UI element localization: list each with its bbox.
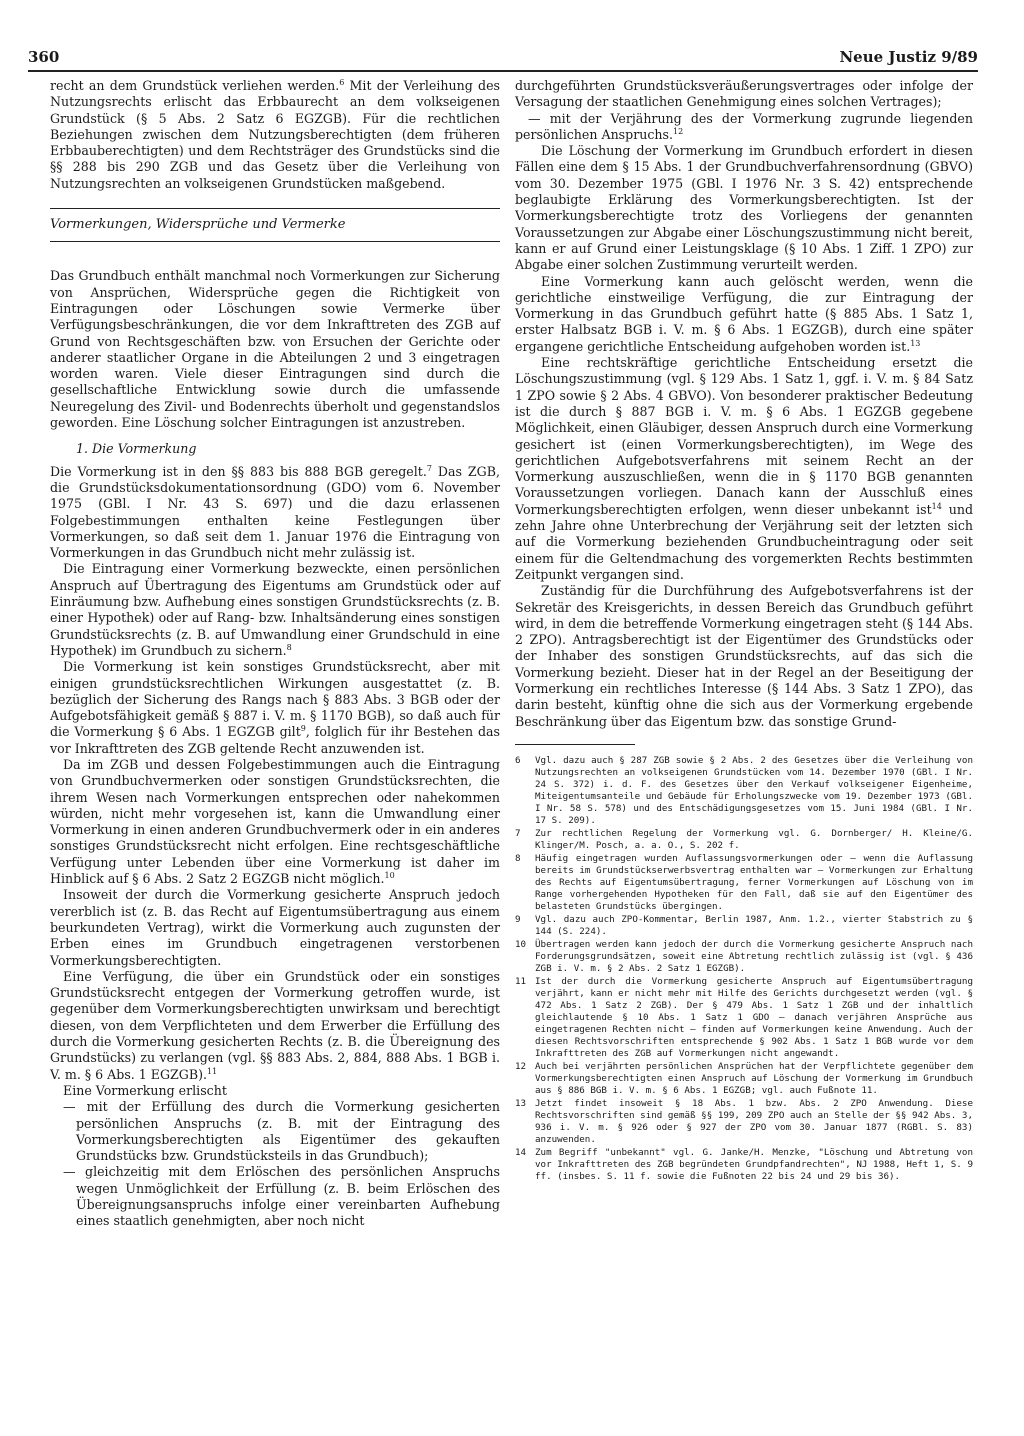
page-number: 360 [28, 48, 60, 66]
dash-item: — mit der Erfüllung des durch die Vormerkung gesicherten persönlichen Anspruchs (z. B. mit der Eintragung des Vormerkungsberechtigten als Eigentümer des gekauften Grundstücks bzw. Grundstücksteils in das Grundbuch); [63, 1099, 500, 1164]
footnote: 12 Auch bei verjährten persönlichen Ansprüchen hat der Verpflichtete gegenüber dem Vormerkungsberechtigten einen Anspruch auf Löschung der Vormerkung im Grundbuch aus § 886 BGB i. V. m. § 6 Abs. 1 EGZGB; vgl. auch Fußnote 11. [515, 1060, 973, 1096]
paragraph: Die Vormerkung ist kein sonstiges Grundstücksrecht, aber mit einigen grundstücksrechtlichen Wirkungen ausgestattet (z. B. bezüglich der Sicherung des Rangs nach § 883 Abs. 3 BGB oder der Aufgebotsfähigkeit gemäß § 887 i. V. m. § 1170 BGB), so daß auch für die Vormerkung § 6 Abs. 1 EGZGB gilt$^9$, folglich für ihr Bestehen das vor Inkrafttreten des ZGB geltende Recht anzuwenden ist. [50, 659, 500, 756]
footnote-ref[interactable]: 8 [286, 642, 292, 652]
footnote-ref[interactable]: 6 [339, 77, 345, 87]
paragraph: Insoweit der durch die Vormerkung gesicherte Anspruch jedoch vererblich ist (z. B. das Recht auf Eigentumsübertragung aus einem beurkundeten Vertrag), wirkt die Vormerkung auch zugunsten der Erben eines im Grundbuch eingetragenen verstorbenen Vormerkungsberechtigten. [50, 887, 500, 968]
paragraph: Eine Vormerkung kann auch gelöscht werden, wenn die gerichtliche einstweilige Verfügung, die zur Eintragung der Vormerkung in das Grundbuch geführt hatte (§ 885 Abs. 1 Satz 1, erster Halbsatz BGB i. V. m. § 6 Abs. 1 EGZGB), durch eine später ergangene gerichtliche Entscheidung aufgehoben worden ist.$^{13}$ [515, 273, 973, 354]
footnote-ref[interactable]: 13 [910, 338, 921, 348]
paragraph: Zuständig für die Durchführung des Aufgebotsverfahrens ist der Sekretär des Kreisgerichts, in dessen Bereich das Grundbuch geführt wird, in dem die betreffende Vormerkung eingetragen steht (§ 144 Abs. 2 ZPO). Antragsberechtigt ist der Eigentümer des Grundstücks oder der Inhaber des sonstigen Grundstücksrechts, auf das sich die Vormerkung bezieht. Dieser hat in der Regel an der Beseitigung der Vormerkung ein rechtliches Interesse (§ 144 Abs. 3 Satz 1 ZPO), das darin besteht, künftig ohne die sich aus der Vormerkung ergebende Beschränkung über das Eigentum bzw. das sonstige Grund- [515, 583, 973, 729]
paragraph: Die Eintragung einer Vormerkung bezweckte, einen persönlichen Anspruch auf Übertragung des Eigentums am Grundstück oder auf Einräumung bzw. Aufhebung eines sonstigen Grundstücksrechts (z. B. einer Hypothek) oder auf Rang- bzw. Inhaltsänderung eines sonstigen Grundstücksrechts (z. B. auf Umwandlung einer Grundschuld in eine Hypothek) im Grundbuch zu sichern.$^8$ [50, 561, 500, 658]
footnotes [515, 755, 973, 1183]
paragraph: Die Löschung der Vormerkung im Grundbuch erfordert in diesen Fällen eine dem § 15 Abs. 1 der Grundbuchverfahrensordnung (GBVO) vom 30. Dezember 1975 (GBl. I 1976 Nr. 3 S. 42) entsprechende beglaubigte Erklärung des Vormerkungsberechtigten. Ist der Vormerkungsberechtigte trotz des Vorliegens der genannten Voraussetzungen zur Abgabe einer Löschungszustimmung nicht bereit, kann er auf Grund einer Leistungsklage (§ 10 Abs. 1 Ziff. 1 ZPO) zur Abgabe einer solchen Zustimmung verurteilt werden. [515, 143, 973, 273]
journal-title: Neue Justiz 9/89 [839, 48, 978, 66]
section-rule-top [50, 208, 500, 209]
paragraph-intro: recht an dem Grundstück verliehen werden.$^6$ Mit der Verleihung des Nutzungsrechts erlischt das Erbbaurecht an dem volkseigenen Grundstück (§ 5 Abs. 2 Satz 6 EGZGB). Für die rechtlichen Beziehungen zwischen dem Nutzungsberechtigten (dem früheren Erbbauberechtigten) und dem Rechtsträger des Grundstücks sind die §§ 288 bis 290 ZGB und das Gesetz über die Verleihung von Nutzungsrechten an volkseigenen Grundstücken maßgebend. [50, 77, 500, 191]
footnote: 13 Jetzt findet insoweit § 18 Abs. 1 bzw. Abs. 2 ZPO Anwendung. Diese Rechtsvorschriften sind gemäß §§ 199, 209 ZPO auch an Stelle der §§ 942 Abs. 3, 936 i. V. m. § 926 oder § 927 der ZPO vom 30. Januar 1877 (RGBl. S. 83) anzuwenden. [515, 1097, 973, 1145]
right-column [515, 78, 973, 1184]
paragraph: Eine rechtskräftige gerichtliche Entscheidung ersetzt die Löschungszustimmung (vgl. § 129 Abs. 1 Satz 1, ggf. i. V. m. § 84 Satz 1 ZPO sowie § 2 Abs. 4 GBVO). Von besonderer praktischer Bedeutung ist die durch § 887 BGB i. V. m. § 6 Abs. 1 EGZGB gegebene Möglichkeit, einen Gläubiger, dessen Anspruch durch eine Vormerkung gesichert ist (einen Vormerkungsberechtigten), im Wege des gerichtlichen Aufgebotsverfahrens mit seinem Recht an der Vormerkung auszuschließen, wenn die in § 1170 BGB genannten Voraussetzungen vorliegen. Danach kann der Ausschluß eines Vormerkungsberechtigten erfolgen, wenn dieser unbekannt ist$^{14}$ und zehn Jahre ohne Unterbrechung der Verjährung seit der letzten sich auf die Vormerkung beziehenden Grundbucheintragung oder seit einem für die Geltendmachung des vorgemerkten Rechts bestimmten Zeitpunkt vergangen sind. [515, 355, 974, 582]
footnote: 8 Häufig eingetragen wurden Auflassungsvormerkungen oder – wenn die Auflassung bereits im Grundstückserwerbsvertrag enthalten war – Vormerkungen zur Erhaltung des Rechts auf Eigentumsübertragung, ferner Vormerkungen auf Löschung von im Range vorhergehenden Hypotheken für den Fall, daß sie auf den Eigentümer des belasteten Grundstücks übergingen. [515, 852, 973, 912]
dash-item: — gleichzeitig mit dem Erlöschen des persönlichen Anspruchs wegen Unmöglichkeit der Erfüllung (z. B. beim Erlöschen des Übereignungsanspruchs infolge einer vereinbarten Aufhebung eines staatlich genehmigten, aber noch nicht [63, 1164, 500, 1229]
footnote-ref[interactable]: 12 [672, 126, 684, 136]
paragraph: Eine Vormerkung erlischt [63, 1082, 227, 1098]
paragraph: Eine Verfügung, die über ein Grundstück oder ein sonstiges Grundstücksrecht entgegen der Vormerkung getroffen wurde, ist gegenüber dem Vormerkungsberechtigten unwirksam und berechtigt diesen, von dem Verpflichteten und dem Erwerber die Erfüllung des durch die Vormerkung gesicherten Rechts (z. B. die Übereignung des Grundstücks) zu verlangen (vgl. §§ 883 Abs. 2, 884, 888 Abs. 1 BGB i. V. m. § 6 Abs. 1 EGZGB).$^{11}$ [50, 968, 500, 1082]
footnote: 11 Ist der durch die Vormerkung gesicherte Anspruch auf Eigentumsübertragung verjährt, kann er nicht mehr mit Hilfe des Gerichts durchgesetzt werden (vgl. § 472 Abs. 1 Satz 2 ZGB). Der § 479 Abs. 1 Satz 1 ZGB und der inhaltlich gleichlautende § 10 Abs. 1 Satz 1 GDO – danach verjähren Ansprüche aus eingetragenen Rechten nicht – finden auf Vormerkungen keine Anwendung. Auch der diesen Rechtsvorschriften entsprechende § 902 Abs. 1 Satz 1 BGB wurde vor dem Inkrafttreten des ZGB auf Vormerkungen nicht angewandt. [515, 975, 973, 1059]
paragraph: Da im ZGB und dessen Folgebestimmungen auch die Eintragung von Grundbuchvermerken oder sonstigen Grundstücksrechten, die ihrem Wesen nach Vormerkungen entsprechen oder nahekommen würden, nicht mehr vorgesehen ist, kann die Umwandlung einer Vormerkung in einen anderen Grundbuchvermerk oder in ein anderes sonstiges Grundstücksrecht nicht erfolgen. Eine rechtsgeschäftliche Verfügung unter Lebenden über eine Vormerkung ist daher im Hinblick auf § 6 Abs. 2 Satz 2 EGZGB nicht möglich.$^{10}$ [50, 756, 500, 887]
left-column [50, 78, 500, 1230]
footnote: 10 Übertragen werden kann jedoch der durch die Vormerkung gesicherte Anspruch nach Forderungsgrundsätzen, soweit eine Abtretung rechtlich zulässig ist (vgl. § 436 ZGB i. V. m. § 2 Abs. 2 Satz 1 EGZGB). [515, 938, 973, 974]
footnote-rule [515, 744, 635, 745]
header-rule [28, 70, 978, 72]
section-rule-bottom [50, 241, 500, 242]
dash-item: — mit der Verjährung des der Vormerkung zugrunde liegenden persönlichen Anspruchs.$^{12}$ [515, 110, 973, 142]
footnote-ref[interactable]: 7 [426, 463, 432, 473]
footnote: 7 Zur rechtlichen Regelung der Vormerkung vgl. G. Dornberger/ H. Kleine/G. Klinger/M. Posch, a. a. O., S. 202 f. [515, 827, 973, 851]
section-title: Vormerkungen, Widersprüche und Vermerke [50, 217, 346, 233]
subsection-title: 1. Die Vormerkung [76, 441, 197, 457]
footnote-ref[interactable]: 10 [384, 870, 395, 880]
paragraph: Die Vormerkung ist in den §§ 883 bis 888 BGB geregelt.$^7$ Das ZGB, die Grundstücksdokumentationsordnung (GDO) vom 6. November 1975 (GBl. I Nr. 43 S. 697) und die dazu erlassenen Folgebestimmungen enthalten keine Festlegungen über Vormerkungen, so daß seit dem 1. Januar 1976 die Eintragung von Vormerkungen in das Grundbuch nicht mehr zulässig ist. [50, 463, 500, 561]
footnote: 9 Vgl. dazu auch ZPO-Kommentar, Berlin 1987, Anm. 1.2., vierter Stabstrich zu § 144 (S. 224). [515, 913, 973, 937]
footnote: 14 Zum Begriff "unbekannt" vgl. G. Janke/H. Menzke, "Löschung und Abtretung von vor Inkrafttreten des ZGB begründeten Grundpfandrechten", NJ 1988, Heft 1, S. 9 ff. (insbes. S. 11 f. sowie die Fußnoten 22 bis 24 und 29 bis 36). [515, 1146, 973, 1182]
footnote: 6 Vgl. dazu auch § 287 ZGB sowie § 2 Abs. 2 des Gesetzes über die Verleihung von Nutzungsrechten an volkseigenen Grundstücken vom 14. Dezember 1970 (GBl. I Nr. 24 S. 372) i. d. F. des Gesetzes über den Verkauf volkseigener Eigenheime, Miteigentumsanteile und Gebäude für Erholungszwecke vom 19. Dezember 1973 (GBl. I Nr. 58 S. 578) und des Entschädigungsgesetzes vom 15. Juni 1984 (GBl. I Nr. 17 S. 209). [515, 754, 973, 826]
footnote-ref[interactable]: 9 [300, 724, 306, 734]
footnote-ref[interactable]: 11 [207, 1066, 218, 1076]
footnote-ref[interactable]: 14 [931, 501, 942, 511]
paragraph: durchgeführten Grundstücksveräußerungsvertrages oder infolge der Versagung der staatlichen Genehmigung eines solchen Vertrages); [515, 78, 973, 110]
paragraph-section: Das Grundbuch enthält manchmal noch Vormerkungen zur Sicherung von Ansprüchen, Widersprüche gegen die Richtigkeit von Eintragungen oder Löschungen sowie Vermerke über Verfügungsbeschränkungen, die vor dem Inkrafttreten des ZGB auf Grund von Rechtsgeschäften bzw. von Ersuchen der Gerichte oder anderer staatlicher Organe in die Abteilungen 2 und 3 eingetragen worden waren. Viele dieser Eintragungen sind durch die gesellschaftliche Entwicklung sowie durch die umfassende Neuregelung des Zivil- und Bodenrechts überholt und gegenstandslos geworden. Eine Löschung solcher Eintragungen ist anzustreben. [50, 268, 500, 431]
